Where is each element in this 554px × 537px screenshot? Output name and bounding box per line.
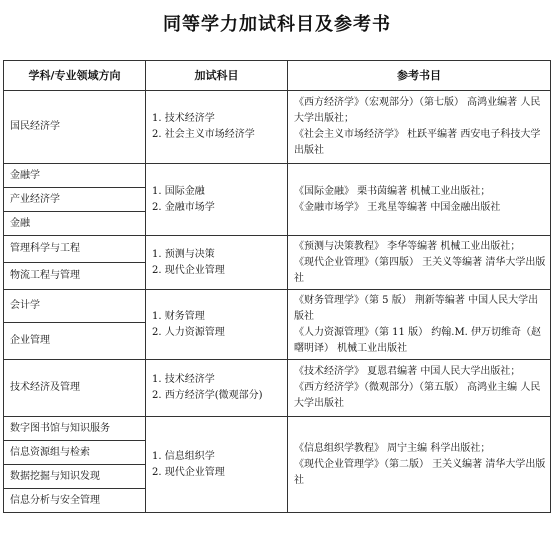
book-item: 《技术经济学》 夏恩君编著 中国人民大学出版社； <box>294 366 521 377</box>
header-books: 参考书目 <box>288 61 551 91</box>
exam-cell <box>146 290 288 360</box>
subject-cell: 技术经济及管理 <box>4 360 146 417</box>
books-cell <box>288 360 551 417</box>
book-item: 《现代企业管理学》（第二版） 王关义编著 清华大学出版社 <box>294 458 546 486</box>
table-row <box>4 164 551 188</box>
book-item: 《人力资源管理》（第 11 版） 约翰.M. 伊万切维奇（赵曙明译） 机械工业出版社 <box>294 326 542 354</box>
book-item: 《国际金融》 栗书茵编著 机械工业出版社； <box>294 185 491 197</box>
table-row <box>4 417 551 441</box>
exam-item: 2. 现代企业管理 <box>152 466 225 478</box>
subject-cell: 信息分析与安全管理 <box>4 489 146 513</box>
exam-item: 2. 西方经济学(微观部分) <box>152 390 263 401</box>
subject-cell: 数字图书馆与知识服务 <box>4 417 146 441</box>
book-item: 《金融市场学》 王兆星等编著 中国金融出版社 <box>294 201 501 213</box>
exam-table <box>3 60 551 513</box>
book-item: 《信息组织学教程》 周宁主编 科学出版社； <box>294 442 491 454</box>
exam-item: 1. 信息组织学 <box>152 450 215 462</box>
book-item: 《现代企业管理》（第四版） 王关义等编著 清华大学出版社 <box>294 256 546 284</box>
page-title: 同等学力加试科目及参考书 <box>163 14 391 35</box>
exam-item: 1. 国际金融 <box>152 185 205 197</box>
exam-cell <box>146 91 288 164</box>
table-header-row <box>4 61 551 91</box>
exam-cell <box>146 360 288 417</box>
exam-item: 1. 技术经济学 <box>152 374 215 385</box>
table-row <box>4 290 551 323</box>
header-subject: 学科/专业领域方向 <box>4 61 146 91</box>
table-row <box>4 91 551 164</box>
exam-item: 1. 预测与决策 <box>152 248 215 260</box>
header-exam: 加试科目 <box>146 61 288 91</box>
exam-item: 1. 财务管理 <box>152 310 205 322</box>
subject-cell: 金融 <box>4 212 146 236</box>
exam-item: 2. 社会主义市场经济学 <box>152 129 255 140</box>
exam-item: 2. 现代企业管理 <box>152 264 225 276</box>
books-cell <box>288 417 551 513</box>
exam-cell <box>146 417 288 513</box>
book-item: 《财务管理学》（第 5 版） 荆新等编著 中国人民大学出版社 <box>294 294 539 322</box>
books-cell <box>288 91 551 164</box>
exam-item: 1. 技术经济学 <box>152 113 215 124</box>
book-item: 《社会主义市场经济学》 杜跃平编著 西安电子科技大学出版社 <box>294 129 541 156</box>
books-cell <box>288 236 551 290</box>
subject-cell: 会计学 <box>4 290 146 323</box>
subject-cell: 金融学 <box>4 164 146 188</box>
subject-cell: 企业管理 <box>4 323 146 360</box>
exam-cell <box>146 236 288 290</box>
exam-item: 2. 金融市场学 <box>152 201 215 213</box>
exam-cell <box>146 164 288 236</box>
book-item: 《西方经济学》（宏观部分）（第七版） 高鸿业编著 人民大学出版社； <box>294 97 541 124</box>
subject-cell: 管理科学与工程 <box>4 236 146 263</box>
subject-cell: 国民经济学 <box>4 91 146 164</box>
table-row <box>4 360 551 417</box>
subject-cell: 物流工程与管理 <box>4 263 146 290</box>
book-item: 《预测与决策教程》 李华等编著 机械工业出版社； <box>294 240 521 252</box>
table-row <box>4 236 551 263</box>
exam-item: 2. 人力资源管理 <box>152 326 225 338</box>
books-cell <box>288 164 551 236</box>
books-cell <box>288 290 551 360</box>
subject-cell: 信息资源组与检索 <box>4 441 146 465</box>
subject-cell: 数据挖掘与知识发现 <box>4 465 146 489</box>
book-item: 《西方经济学》（微观部分）（第五版） 高鸿业主编 人民大学出版社 <box>294 382 541 409</box>
subject-cell: 产业经济学 <box>4 188 146 212</box>
